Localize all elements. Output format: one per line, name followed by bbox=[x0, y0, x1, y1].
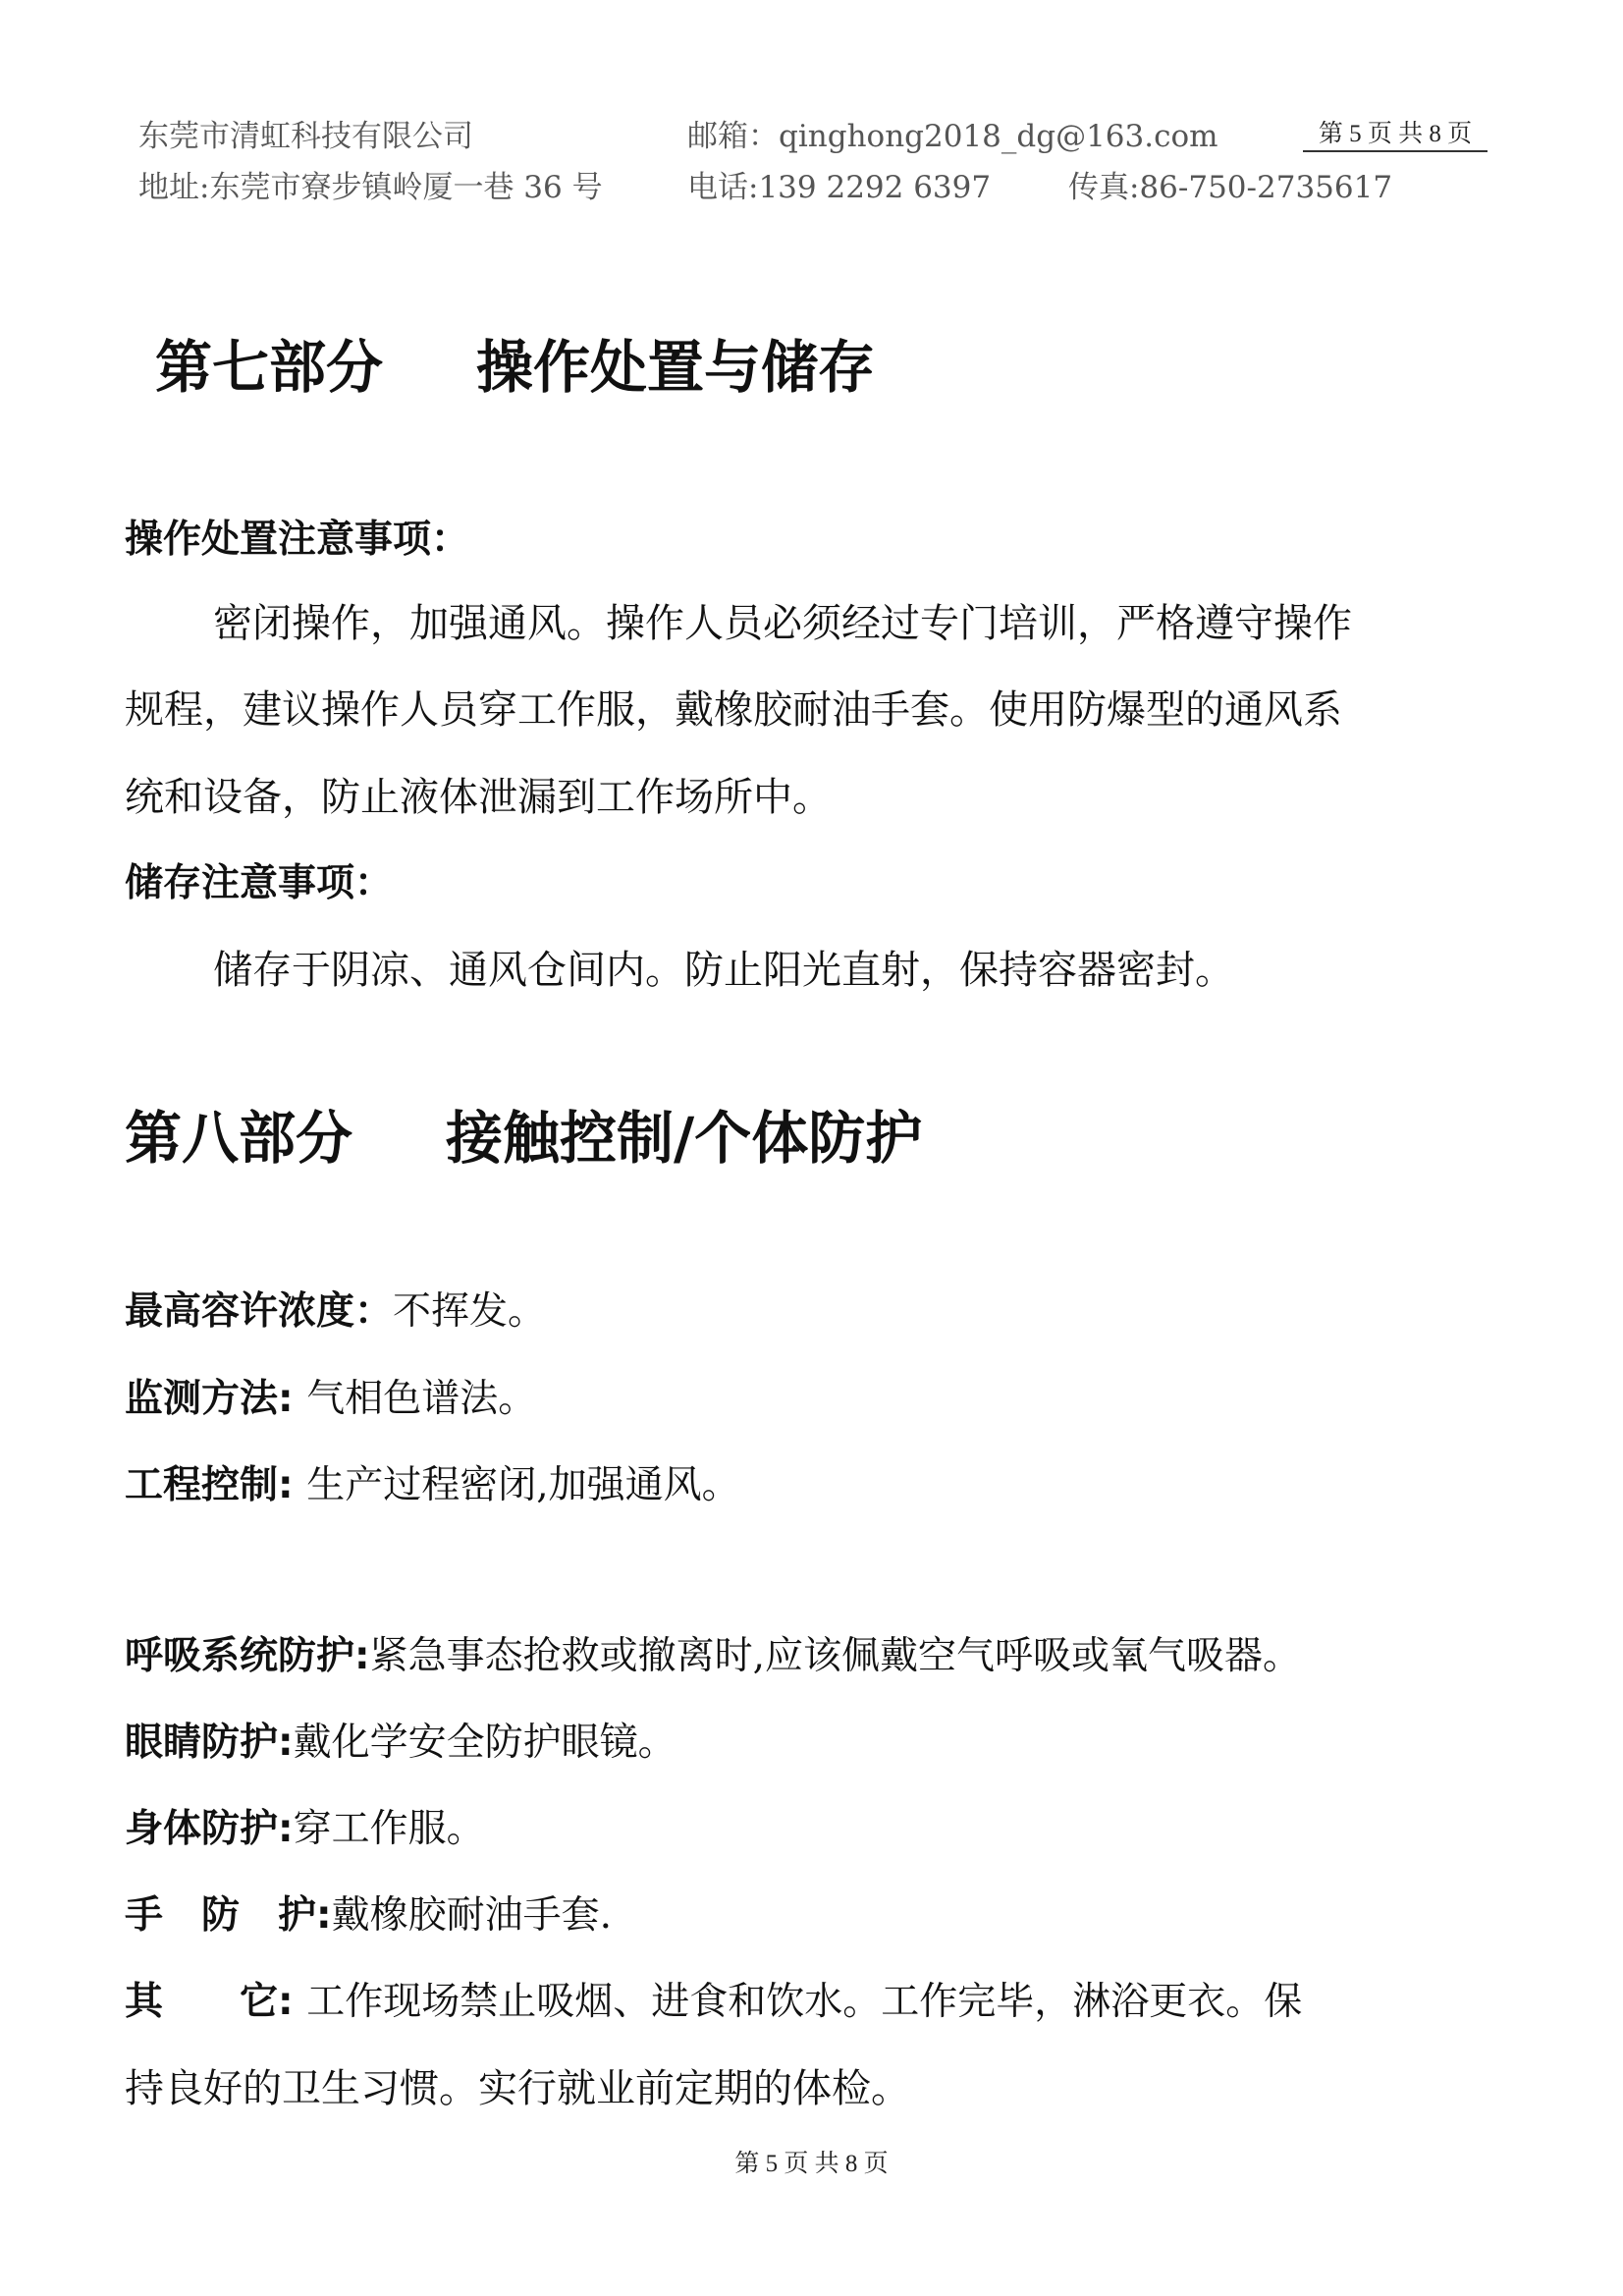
header-fax: 传真:86-750-2735617 bbox=[1068, 170, 1393, 205]
monitoring-method-row bbox=[125, 1377, 537, 1421]
handling-label: 操作处置注意事项： bbox=[125, 518, 470, 562]
engineering-control-value: 生产过程密闭,加强通风。 bbox=[306, 1463, 740, 1507]
body-protection-value: 穿工作服。 bbox=[293, 1807, 485, 1851]
max-concentration-label: 最高容许浓度： bbox=[125, 1289, 394, 1334]
storage-label: 储存注意事项： bbox=[125, 861, 394, 905]
hand-protection-label: 手 防 护: bbox=[125, 1893, 332, 1938]
section8-number: 第八部分 bbox=[125, 1105, 353, 1172]
handling-line-2: 规程，建议操作人员穿工作服，戴橡胶耐油手套。使用防爆型的通风系 bbox=[125, 687, 1342, 733]
section7-number: 第七部分 bbox=[155, 334, 384, 401]
eye-protection-row bbox=[125, 1721, 676, 1765]
eye-protection-label: 眼睛防护: bbox=[125, 1721, 294, 1765]
body-protection-label: 身体防护: bbox=[125, 1807, 294, 1851]
engineering-control-label: 工程控制: bbox=[125, 1463, 307, 1507]
body-protection-row bbox=[125, 1807, 485, 1851]
hand-protection-value: 戴橡胶耐油手套. bbox=[331, 1893, 613, 1938]
respiratory-protection-label: 呼吸系统防护: bbox=[125, 1634, 370, 1678]
storage-line: 储存于阴凉、通风仓间内。防止阳光直射，保持容器密封。 bbox=[213, 948, 1234, 993]
eye-protection-value: 戴化学安全防护眼镜。 bbox=[293, 1721, 676, 1765]
max-concentration-value: 不挥发。 bbox=[393, 1289, 547, 1334]
other-value: 工作现场禁止吸烟、进食和饮水。工作完毕，淋浴更衣。保 bbox=[306, 1980, 1303, 2024]
header-address: 地址:东莞市寮步镇岭厦一巷 36 号 bbox=[138, 170, 603, 205]
header-company: 东莞市清虹科技有限公司 bbox=[138, 119, 473, 154]
header-page-underline bbox=[1303, 150, 1488, 152]
section7-title: 操作处置与储存 bbox=[476, 334, 876, 401]
max-concentration-row bbox=[125, 1289, 547, 1334]
section8-heading bbox=[125, 1105, 923, 1172]
monitoring-method-value: 气相色谱法。 bbox=[306, 1377, 537, 1421]
other-label: 其 它: bbox=[125, 1980, 307, 2024]
header-email: 邮箱：qinghong2018_dg@163.com bbox=[687, 119, 1218, 154]
header-phone: 电话:139 2292 6397 bbox=[687, 170, 992, 205]
other-row bbox=[125, 1980, 1303, 2024]
respiratory-protection-row bbox=[125, 1634, 1302, 1678]
engineering-control-row bbox=[125, 1463, 740, 1507]
header-page-indicator: 第 5 页 共 8 页 bbox=[1318, 121, 1473, 147]
footer-page-indicator: 第 5 页 共 8 页 bbox=[734, 2151, 889, 2177]
section7-heading bbox=[155, 334, 876, 401]
hand-protection-row bbox=[125, 1893, 613, 1938]
section8-title: 接触控制/个体防护 bbox=[446, 1105, 923, 1172]
other-continued: 持良好的卫生习惯。实行就业前定期的体检。 bbox=[125, 2066, 910, 2111]
monitoring-method-label: 监测方法: bbox=[125, 1377, 307, 1421]
handling-line-3: 统和设备，防止液体泄漏到工作场所中。 bbox=[125, 775, 832, 820]
respiratory-protection-value: 紧急事态抢救或撤离时,应该佩戴空气呼吸或氧气吸器。 bbox=[369, 1634, 1302, 1678]
handling-line-1: 密闭操作，加强通风。操作人员必须经过专门培训，严格遵守操作 bbox=[213, 601, 1352, 646]
